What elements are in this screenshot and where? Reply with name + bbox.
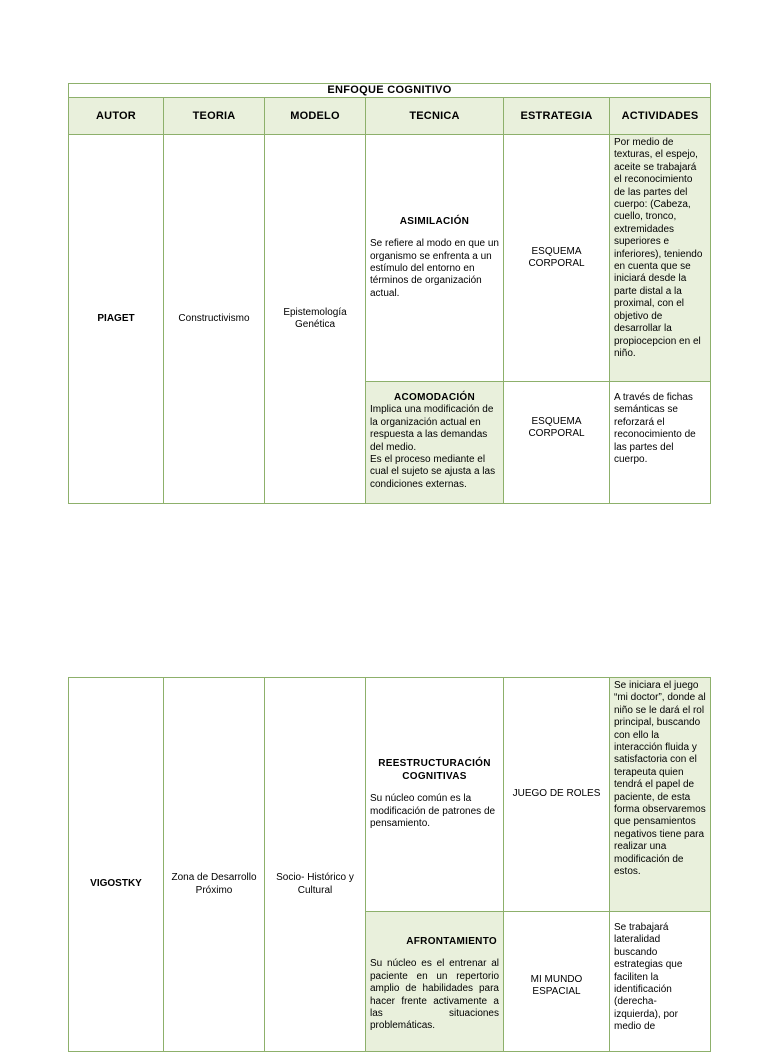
header-autor: AUTOR	[69, 98, 164, 135]
tecnica-description: Su núcleo común es la modificación de patrones de pensamiento.	[370, 793, 496, 830]
tecnica-title: ACOMODACIÓN	[393, 392, 476, 403]
header-estrategia: ESTRATEGIA	[504, 98, 610, 135]
tecnica-description: Su núcleo es el entrenar al paciente en un repertorio amplio de habilidades para hacer frente activamente a las situaciones problemáticas.	[370, 958, 499, 1032]
tecnica-title: ASIMILACIÓN	[399, 215, 470, 227]
teoria-cell: Constructivismo	[164, 135, 265, 504]
tecnica-description: Se refiere al modo en que un organismo se enfrenta a un estímulo del entorno en términos de organización actual.	[370, 238, 499, 299]
estrategia-cell: MI MUNDO ESPACIAL	[504, 912, 610, 1052]
tecnica-cell	[366, 382, 504, 504]
actividades-cell: Se trabajará lateralidad buscando estrategias que faciliten la identificación (derecha- izquierda), por medio de	[610, 912, 711, 1052]
actividades-cell: Se iniciara el juego “mi doctor”, donde al niño se le dará el rol principal, buscando con ello la interacción fluida y satisfactoria con el terapeuta quien tendrá el papel de paciente, de esta forma observaremos que pensamientos negativos tiene para realizar una modificación de estos.	[610, 678, 711, 912]
tecnica-description: Implica una modificación de la organización actual en respuesta a las demandas del medio. Es el proceso mediante el cual el sujeto se ajusta a las condiciones externas.	[370, 404, 496, 490]
header-tecnica: TECNICA	[366, 98, 504, 135]
header-row	[69, 98, 711, 135]
header-actividades: ACTIVIDADES	[610, 98, 711, 135]
estrategia-cell: JUEGO DE ROLES	[504, 678, 610, 912]
estrategia-cell: ESQUEMA CORPORAL	[504, 382, 610, 504]
autor-cell: VIGOSTKY	[69, 678, 164, 1052]
tecnica-cell	[366, 135, 504, 382]
actividades-cell: A través de fichas semánticas se reforzará el reconocimiento de las partes del cuerpo.	[610, 382, 711, 504]
tecnica-cell	[366, 912, 504, 1052]
cognitive-approach-table	[68, 83, 711, 504]
tecnica-title: AFRONTAMIENTO	[406, 936, 497, 947]
vigostky-table	[68, 677, 711, 1052]
header-modelo: MODELO	[265, 98, 366, 135]
modelo-cell: Socio- Histórico y Cultural	[265, 678, 366, 1052]
table-title: ENFOQUE COGNITIVO	[69, 84, 711, 98]
teoria-cell: Zona de Desarrollo Próximo	[164, 678, 265, 1052]
tecnica-title: REESTRUCTURACIÓN COGNITIVAS	[378, 758, 491, 782]
autor-cell: PIAGET	[69, 135, 164, 504]
table-title-row	[69, 84, 711, 98]
table-row	[69, 678, 711, 912]
modelo-cell: Epistemología Genética	[265, 135, 366, 504]
header-teoria: TEORIA	[164, 98, 265, 135]
tecnica-cell	[366, 678, 504, 912]
estrategia-cell: ESQUEMA CORPORAL	[504, 135, 610, 382]
table-row	[69, 135, 711, 382]
actividades-cell: Por medio de texturas, el espejo, aceite se trabajará el reconocimiento de las partes del cuerpo: (Cabeza, cuello, tronco, extremidades superiores e inferiores), teniendo en cuenta que se iniciará desde la parte distal a la proximal, con el objetivo de desarrollar la propiocepcion en el niño.	[610, 135, 711, 382]
